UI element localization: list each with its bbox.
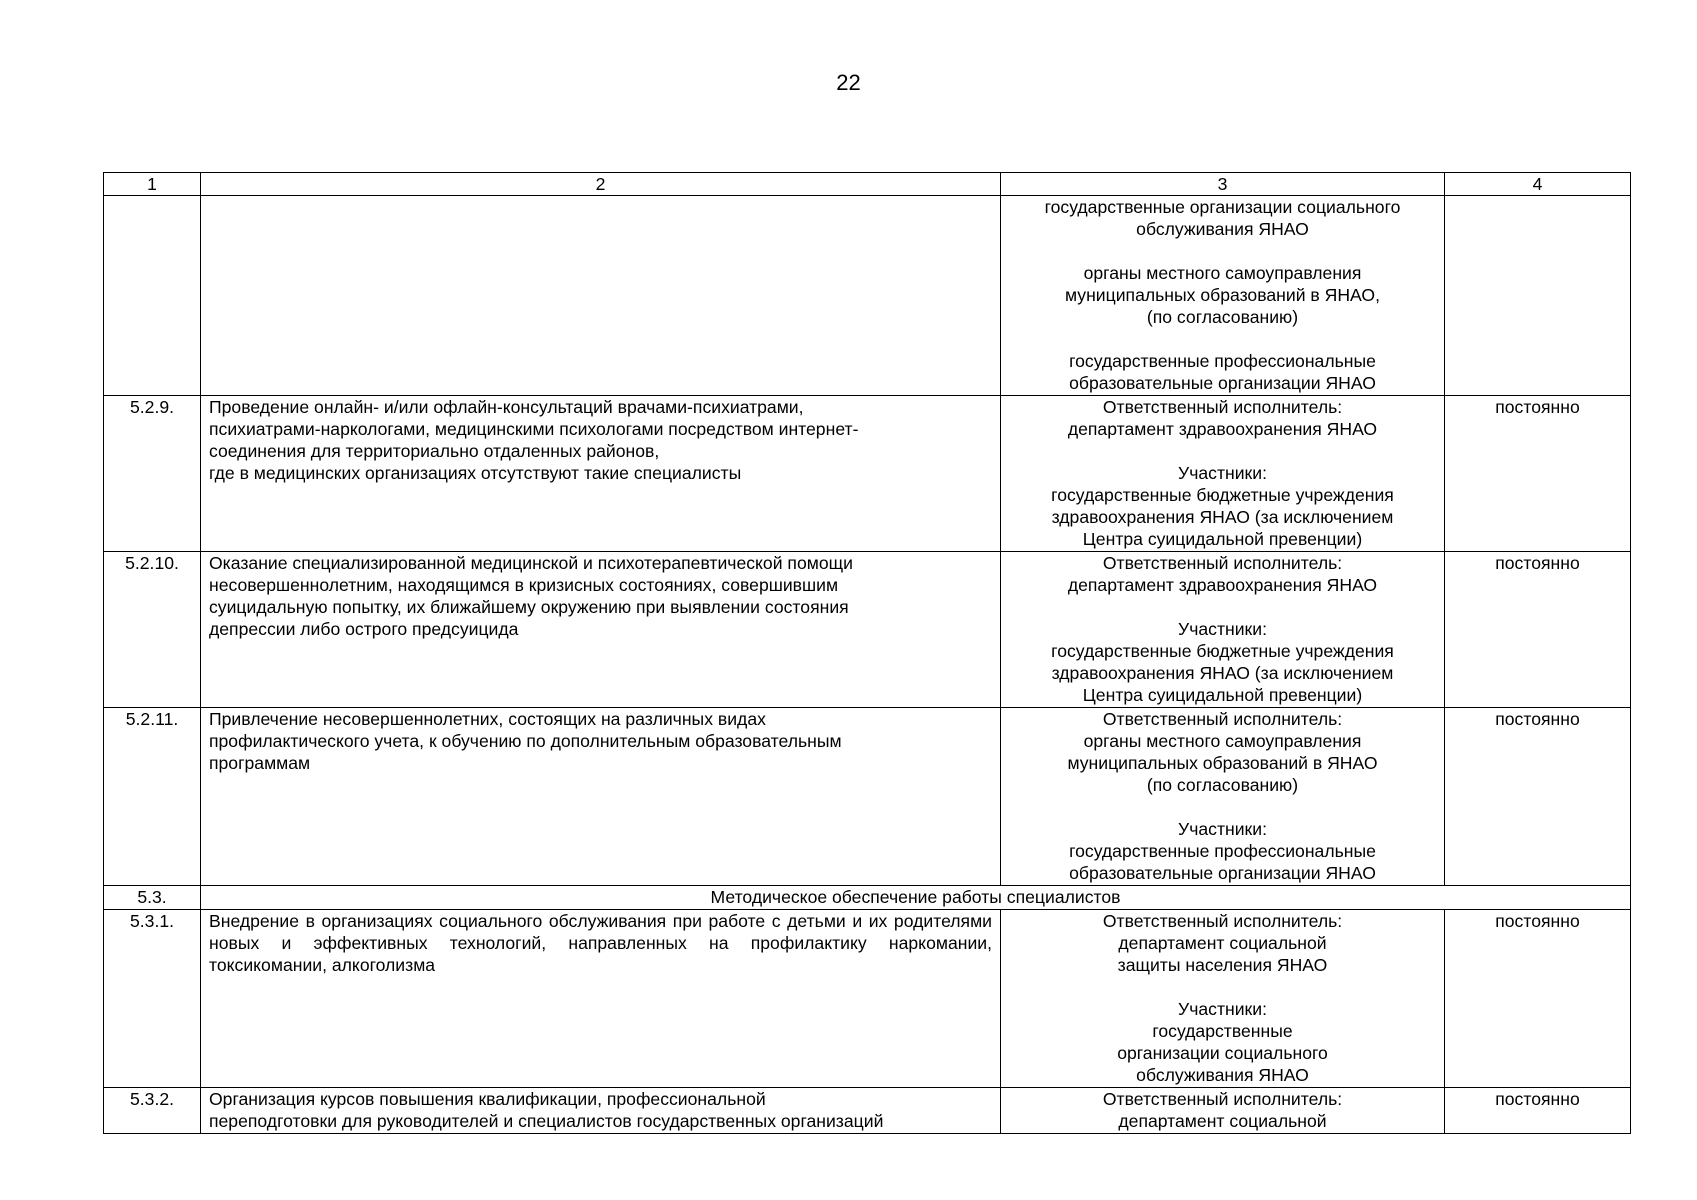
measure-description: Проведение онлайн- и/или офлайн-консультаций врачами-психиатрами, психиатрами-наркологами, медицинскими психологами посредством интернет- соединения для территориально отдаленных районов, где в медицинских организациях отсутствуют такие специалисты: [201, 396, 1001, 552]
item-number: 5.2.10.: [104, 552, 201, 708]
table-row: [104, 708, 1631, 886]
table-row: [104, 1088, 1631, 1134]
column-header-1: 1: [104, 173, 201, 196]
item-number: [104, 196, 201, 396]
deadline: [1445, 196, 1631, 396]
responsible-executors: Ответственный исполнитель: департамент социальной: [1001, 1088, 1445, 1134]
responsible-executors: Ответственный исполнитель: департамент здравоохранения ЯНАО Участники: государственные бюджетные учреждения здравоохранения ЯНАО (за исключением Центра суицидальной превенции): [1001, 396, 1445, 552]
measure-description: [201, 196, 1001, 396]
table-row: [104, 396, 1631, 552]
item-number: 5.2.11.: [104, 708, 201, 886]
column-header-2: 2: [201, 173, 1001, 196]
measure-description: Внедрение в организациях социального обслуживания при работе с детьми и их родителями новых и эффективных технологий, направленных на профилактику наркомании, токсикомании, алкоголизма: [201, 910, 1001, 1088]
table-row: [104, 910, 1631, 1088]
section-number: 5.3.: [104, 886, 201, 910]
column-header-4: 4: [1445, 173, 1631, 196]
column-header-3: 3: [1001, 173, 1445, 196]
deadline: постоянно: [1445, 910, 1631, 1088]
deadline: постоянно: [1445, 1088, 1631, 1134]
responsible-executors: государственные организации социального обслуживания ЯНАО органы местного самоуправления муниципальных образований в ЯНАО, (по согласованию) государственные профессиональные образовательные организации ЯНАО: [1001, 196, 1445, 396]
deadline: постоянно: [1445, 552, 1631, 708]
responsible-executors: Ответственный исполнитель: департамент здравоохранения ЯНАО Участники: государственные бюджетные учреждения здравоохранения ЯНАО (за исключением Центра суицидальной превенции): [1001, 552, 1445, 708]
section-row: [104, 886, 1631, 910]
item-number: 5.3.1.: [104, 910, 201, 1088]
section-title: Методическое обеспечение работы специалистов: [201, 886, 1631, 910]
action-plan-table: [103, 172, 1631, 1134]
item-number: 5.2.9.: [104, 396, 201, 552]
deadline: постоянно: [1445, 396, 1631, 552]
item-number: 5.3.2.: [104, 1088, 201, 1134]
table-row: [104, 552, 1631, 708]
page-number: 22: [836, 70, 861, 95]
table-row: [104, 196, 1631, 396]
deadline: постоянно: [1445, 708, 1631, 886]
measure-description: Организация курсов повышения квалификации, профессиональной переподготовки для руководителей и специалистов государственных организаций: [201, 1088, 1001, 1134]
column-number-header-row: [104, 173, 1631, 196]
responsible-executors: Ответственный исполнитель: органы местного самоуправления муниципальных образований в ЯНАО (по согласованию) Участники: государственные профессиональные образовательные организации ЯНАО: [1001, 708, 1445, 886]
responsible-executors: Ответственный исполнитель: департамент социальной защиты населения ЯНАО Участники: государственные организации социального обслуживания ЯНАО: [1001, 910, 1445, 1088]
measure-description: Оказание специализированной медицинской и психотерапевтической помощи несовершеннолетним, находящимся в кризисных состояниях, совершившим суицидальную попытку, их ближайшему окружению при выявлении состояния депрессии либо острого предсуицида: [201, 552, 1001, 708]
measure-description: Привлечение несовершеннолетних, состоящих на различных видах профилактического учета, к обучению по дополнительным образовательным программам: [201, 708, 1001, 886]
